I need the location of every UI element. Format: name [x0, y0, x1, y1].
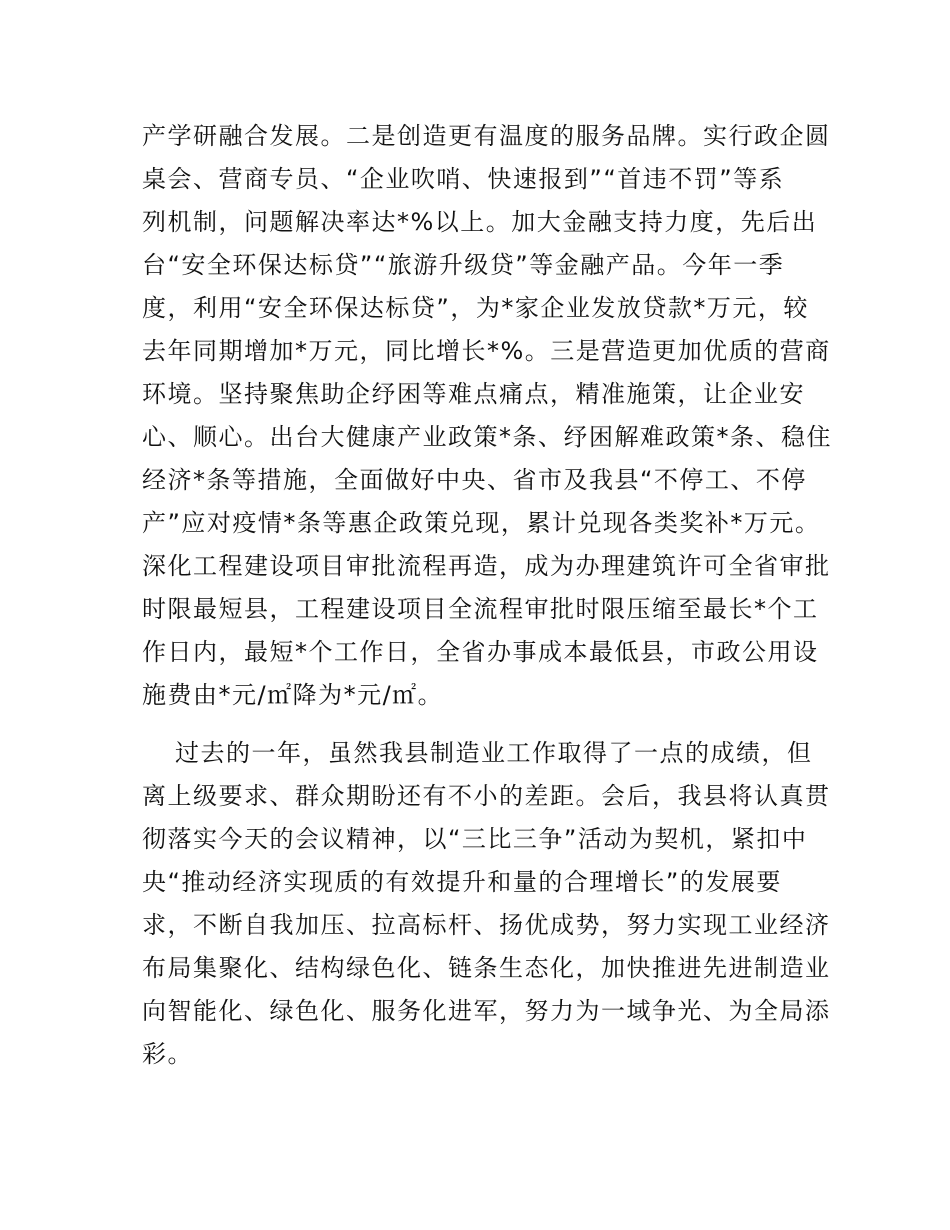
text-line: 彻落实今天的会议精神，以“三比三争”活动为契机，紧扣中 — [142, 825, 808, 853]
text-line: 心、顺心。出台大健康产业政策*条、纾困解难政策*条、稳住 — [142, 423, 832, 451]
text-line: 台“安全环保达标贷”“旅游升级贷”等金融产品。今年一季 — [142, 251, 785, 279]
text-line: 作日内，最短*个工作日，全省办事成本最低县，市政公用设 — [142, 638, 819, 666]
text-line: 产”应对疫情*条等惠企政策兑现，累计兑现各类奖补*万元。 — [142, 509, 821, 537]
text-line: 过去的一年，虽然我县制造业工作取得了一点的成绩，但 — [175, 739, 813, 767]
text-line: 列机制，问题解决率达*%以上。加大金融支持力度，先后出 — [142, 208, 818, 236]
text-line: 产学研融合发展。二是创造更有温度的服务品牌。实行政企圆 — [142, 122, 831, 150]
text-line: 去年同期增加*万元，同比增长*%。三是营造更加优质的营商 — [142, 337, 831, 365]
text-line: 布局集聚化、结构绿色化、链条生态化，加快推进先进制造业 — [142, 954, 831, 982]
text-line: 央“推动经济实现质的有效提升和量的合理增长”的发展要 — [142, 868, 782, 896]
text-line: 施费由*元/㎡降为*元/㎡。 — [142, 681, 444, 709]
text-line: 离上级要求、群众期盼还有不小的差距。会后，我县将认真贯 — [142, 782, 831, 810]
text-line: 度，利用“安全环保达标贷”，为*家企业发放贷款*万元，较 — [142, 294, 809, 322]
text-line: 求，不断自我加压、拉高标杆、扬优成势，努力实现工业经济 — [142, 911, 831, 939]
text-line: 向智能化、绿色化、服务化进军，努力为一域争光、为全局添 — [142, 997, 831, 1025]
text-line: 彩。 — [142, 1040, 193, 1068]
text-line: 深化工程建设项目审批流程再造，成为办理建筑许可全省审批 — [142, 552, 831, 580]
text-line: 时限最短县，工程建设项目全流程审批时限压缩至最长*个工 — [142, 595, 819, 623]
text-line: 桌会、营商专员、“企业吹哨、快速报到”“首违不罚”等系 — [142, 165, 785, 193]
text-line: 环境。坚持聚焦助企纾困等难点痛点，精准施策，让企业安 — [142, 380, 805, 408]
text-line: 经济*条等措施，全面做好中央、省市及我县“不停工、不停 — [142, 466, 807, 494]
